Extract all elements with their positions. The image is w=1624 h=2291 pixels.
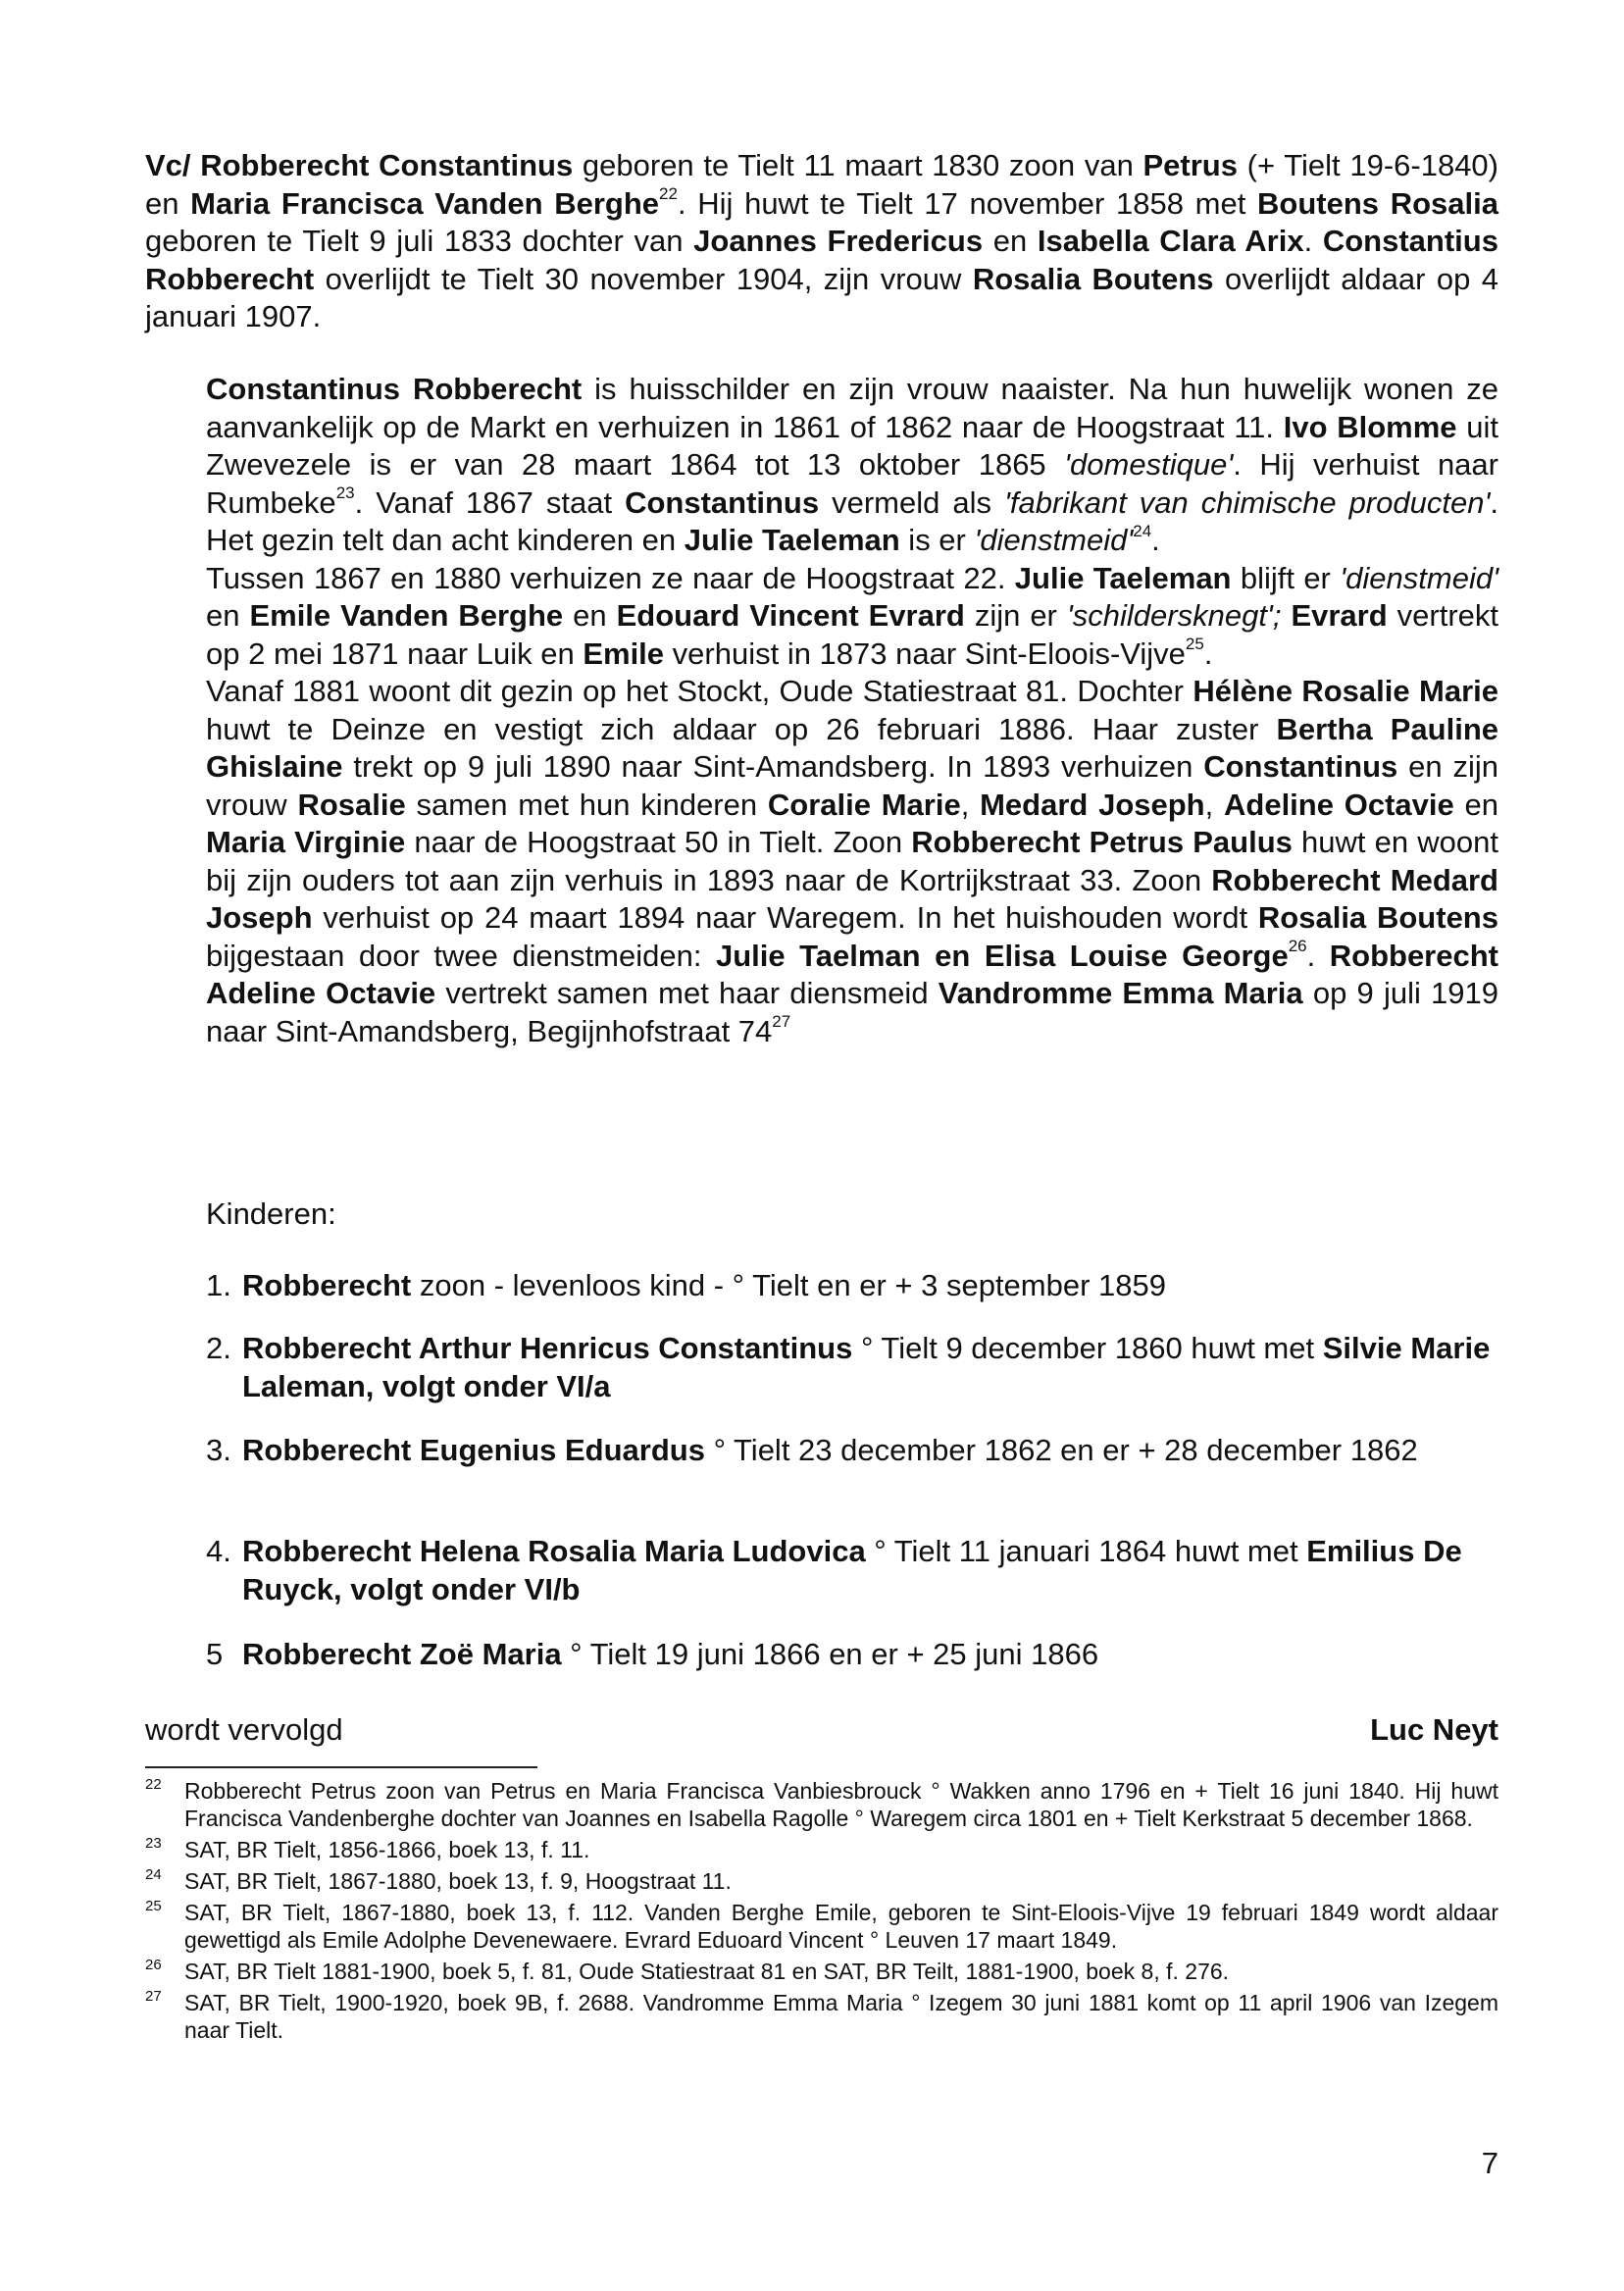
footnote-text: SAT, BR Tielt, 1867-1880, boek 13, f. 112. Vanden Berghe Emile, geboren te Sint-Eloois-Vijve 19 februari 1849 wordt aldaar gewettigd als Emile Adolphe Devenewaere. Evrard Eduoard Vincent ° Leuven 17 maart 1849. — [184, 1900, 1498, 1953]
footnote-ref: 27 — [772, 1012, 791, 1032]
text: geboren te Tielt 11 maart 1830 zoon van — [573, 148, 1143, 182]
child-details: ° Tielt 9 december 1860 huwt met — [852, 1331, 1323, 1365]
footnote-ref: 22 — [659, 184, 678, 204]
footnote-number: 26 — [145, 1957, 162, 1973]
person-name: Edouard Vincent Evrard — [616, 598, 965, 633]
person-name: Julie Taeleman — [1014, 560, 1232, 595]
text: is huisschilder en zijn vrouw naaister. Na hun huwelijk wonen ze aanvankelijk op de Markt en verhuizen in 1861 of 1862 naar de Hoogstraat 11. — [206, 372, 1499, 444]
quote: 'fabrikant van chimische producten' — [1003, 484, 1491, 520]
footnote — [145, 1989, 1498, 2044]
child-entry — [206, 1330, 1498, 1405]
footnote-text: SAT, BR Tielt, 1900-1920, boek 9B, f. 2688. Vandromme Emma Maria ° Izegem 30 juni 1881 komt op 11 april 1906 van Izegem naar Tielt. — [184, 1990, 1498, 2043]
footnotes — [145, 1777, 1498, 2048]
text: op 9 juli 1919 naar Sint-Amandsberg, Begijnhofstraat 74 — [206, 976, 1499, 1048]
text: . — [1303, 224, 1323, 258]
person-name: Vandromme Emma Maria — [938, 976, 1303, 1010]
text: is er — [899, 523, 975, 557]
person-name: Emile — [583, 636, 665, 671]
person-name: Constantius Robberecht — [145, 224, 1498, 296]
biography-block — [206, 371, 1498, 1050]
person-name: Constantinus — [625, 484, 820, 520]
text: huwt te Deinze en vestigt zich aldaar op 26 februari 1886. Haar zuster — [206, 711, 1277, 746]
person-name: Coralie Marie — [767, 787, 961, 822]
footnote-text: Robberecht Petrus zoon van Petrus en Maria Francisca Vanbiesbrouck ° Wakken anno 1796 en + Tielt 16 juni 1840. Hij huwt Francisca Vandenberghe dochter van Joannes en Isabella Ragolle ° Waregem circa 1801 en + Tielt Kerkstraat 5 december 1868. — [184, 1778, 1498, 1831]
text: geboren te Tielt 9 juli 1833 dochter van — [145, 224, 694, 258]
page-number: 7 — [1481, 2146, 1498, 2180]
person-name: Hélène Rosalie Marie — [1193, 674, 1498, 708]
child-details: ° Tielt 11 januari 1864 huwt met — [865, 1534, 1307, 1568]
text: . Vanaf 1867 staat — [354, 484, 626, 520]
person-name: Maria Virginie — [206, 825, 406, 859]
child-entry — [206, 1533, 1498, 1608]
text: en — [563, 598, 617, 633]
text: Tussen 1867 en 1880 verhuizen ze naar de Hoogstraat 22. — [206, 560, 1015, 595]
paragraph — [206, 673, 1498, 1050]
text: . — [1151, 523, 1160, 557]
text: Vanaf 1881 woont dit gezin op het Stockt, Oude Statiestraat 81. Dochter — [206, 674, 1193, 708]
text: en — [983, 224, 1038, 258]
quote: 'dienstmeid' — [1340, 560, 1498, 595]
person-name: Rosalia Boutens — [972, 261, 1214, 296]
text: verhuist in 1873 naar Sint-Eloois-Vijve — [664, 636, 1186, 671]
footnote-ref: 24 — [1133, 521, 1152, 540]
footnote-text: SAT, BR Tielt, 1867-1880, boek 13, f. 9, Hoogstraat 11. — [184, 1868, 732, 1894]
footnote-text: SAT, BR Tielt, 1856-1866, boek 13, f. 11. — [184, 1837, 590, 1862]
child-entry — [206, 1636, 1498, 1674]
person-name: Maria Francisca Vanden Berghe — [190, 185, 660, 221]
paragraph — [206, 371, 1498, 560]
child-name: Robberecht Arthur Henricus Constantinus — [242, 1331, 853, 1365]
text: zijn er — [964, 598, 1067, 633]
text: en zijn vrouw — [206, 749, 1499, 822]
person-name: Robberecht Constantinus — [200, 148, 574, 182]
person-name: Julie Taelman en Elisa Louise George — [715, 938, 1289, 973]
person-name: Robberecht Medard Joseph — [206, 862, 1498, 935]
person-name: Joannes Fredericus — [693, 224, 984, 258]
footnote-number: 23 — [145, 1835, 162, 1852]
child-entry — [206, 1432, 1498, 1470]
footnote — [145, 1958, 1498, 1985]
text: samen met hun kinderen — [405, 787, 768, 822]
footnote — [145, 1899, 1498, 1954]
text: vertrekt samen met haar diensmeid — [435, 976, 939, 1010]
intro-paragraph — [145, 147, 1498, 336]
text: uit Zwevezele is er van 28 maart 1864 tot 13 oktober 1865 — [206, 409, 1498, 482]
person-name: Julie Taeleman — [684, 523, 900, 557]
generation-label: Vc/ — [145, 148, 191, 182]
person-name: Medard Joseph — [980, 787, 1205, 822]
quote: 'schildersknegt'; — [1066, 598, 1282, 633]
text: bijgestaan door twee dienstmeiden: — [206, 938, 716, 973]
person-name: Emile Vanden Berghe — [249, 598, 564, 633]
child-name: Robberecht — [242, 1268, 412, 1302]
text: . Hij verhuist naar Rumbeke — [206, 447, 1498, 520]
text: (+ Tielt 19-6-1840) en — [145, 148, 1498, 221]
child-name: Robberecht Eugenius Eduardus — [242, 1433, 705, 1467]
person-name: Evrard — [1291, 598, 1388, 633]
author-name: Luc Neyt — [1370, 1712, 1498, 1747]
child-number: 4. — [206, 1534, 231, 1568]
quote: 'dienstmeid' — [974, 523, 1134, 557]
footnote-ref: 23 — [335, 484, 355, 503]
person-name: Rosalie — [297, 787, 406, 822]
child-number: 1. — [206, 1268, 231, 1302]
text: trekt op 9 juli 1890 naar Sint-Amandsberg. In 1893 verhuizen — [342, 749, 1204, 784]
footnote — [145, 1836, 1498, 1863]
footnote — [145, 1777, 1498, 1832]
spouse-name: Silvie Marie Laleman, volgt onder VI/a — [242, 1331, 1491, 1403]
footnote-number: 22 — [145, 1776, 162, 1793]
text: . Het gezin telt dan acht kinderen en — [206, 484, 1498, 557]
footnote-number: 27 — [145, 1988, 162, 2005]
child-details: zoon - levenloos kind - ° Tielt en er + 3 september 1859 — [411, 1268, 1166, 1302]
text: , — [960, 787, 981, 822]
text: en — [206, 598, 250, 633]
child-number: 5 — [206, 1637, 224, 1671]
child-entry — [206, 1267, 1498, 1305]
child-name: Robberecht Helena Rosalia Maria Ludovica — [242, 1534, 866, 1568]
person-name: Rosalia Boutens — [1257, 900, 1498, 935]
footnote-text: SAT, BR Tielt 1881-1900, boek 5, f. 81, Oude Statiestraat 81 en SAT, BR Teilt, 1881-1900, boek 8, f. 276. — [184, 1959, 1230, 1984]
person-name: Constantinus — [1203, 749, 1398, 784]
text: naar de Hoogstraat 50 in Tielt. Zoon — [405, 825, 912, 859]
person-name: Robberecht Adeline Octavie — [206, 938, 1498, 1010]
text: overlijdt te Tielt 30 november 1904, zijn vrouw — [314, 261, 973, 296]
person-name: Isabella Clara Arix — [1037, 224, 1304, 258]
text: . — [1203, 636, 1213, 671]
child-details: ° Tielt 23 december 1862 en er + 28 december 1862 — [704, 1433, 1418, 1467]
footnote-number: 24 — [145, 1866, 162, 1883]
children-heading: Kinderen: — [206, 1196, 336, 1231]
text: vertrekt op 2 mei 1871 naar Luik en — [206, 598, 1498, 671]
person-name: Petrus — [1142, 148, 1238, 182]
child-number: 3. — [206, 1433, 231, 1467]
child-name: Robberecht Zoë Maria — [242, 1637, 562, 1671]
footnote-number: 25 — [145, 1898, 162, 1914]
spouse-name: Emilius De Ruyck, volgt onder VI/b — [242, 1534, 1462, 1606]
text: vermeld als — [819, 484, 1004, 520]
continued-note: wordt vervolgd — [145, 1712, 343, 1747]
child-details: ° Tielt 19 juni 1866 en er + 25 juni 1866 — [561, 1637, 1099, 1671]
text: verhuist op 24 maart 1894 naar Waregem. In het huishouden wordt — [312, 900, 1258, 935]
person-name: Ivo Blomme — [1283, 409, 1457, 444]
footnote-ref: 26 — [1288, 937, 1307, 956]
text: blijft er — [1231, 560, 1341, 595]
text — [1281, 598, 1291, 633]
footnote-divider — [145, 1766, 537, 1768]
text: . Hij huwt te Tielt 17 november 1858 met — [677, 185, 1258, 221]
person-name: Adeline Octavie — [1224, 787, 1454, 822]
footnote — [145, 1867, 1498, 1895]
text: huwt en woont bij zijn ouders tot aan zijn verhuis in 1893 naar de Kortrijkstraat 33. Zoon — [206, 825, 1498, 897]
footnote-ref: 25 — [1185, 635, 1204, 654]
person-name: Constantinus Robberecht — [206, 372, 583, 406]
person-name: Bertha Pauline Ghislaine — [206, 711, 1498, 784]
text: overlijdt aldaar op 4 januari 1907. — [145, 261, 1499, 333]
person-name: Robberecht Petrus Paulus — [911, 825, 1293, 859]
person-name: Boutens Rosalia — [1257, 185, 1498, 221]
child-number: 2. — [206, 1331, 231, 1365]
quote: 'domestique' — [1064, 447, 1234, 482]
text: , — [1204, 787, 1224, 822]
paragraph — [206, 560, 1498, 674]
text: . — [1306, 938, 1330, 973]
text: en — [1453, 787, 1498, 822]
